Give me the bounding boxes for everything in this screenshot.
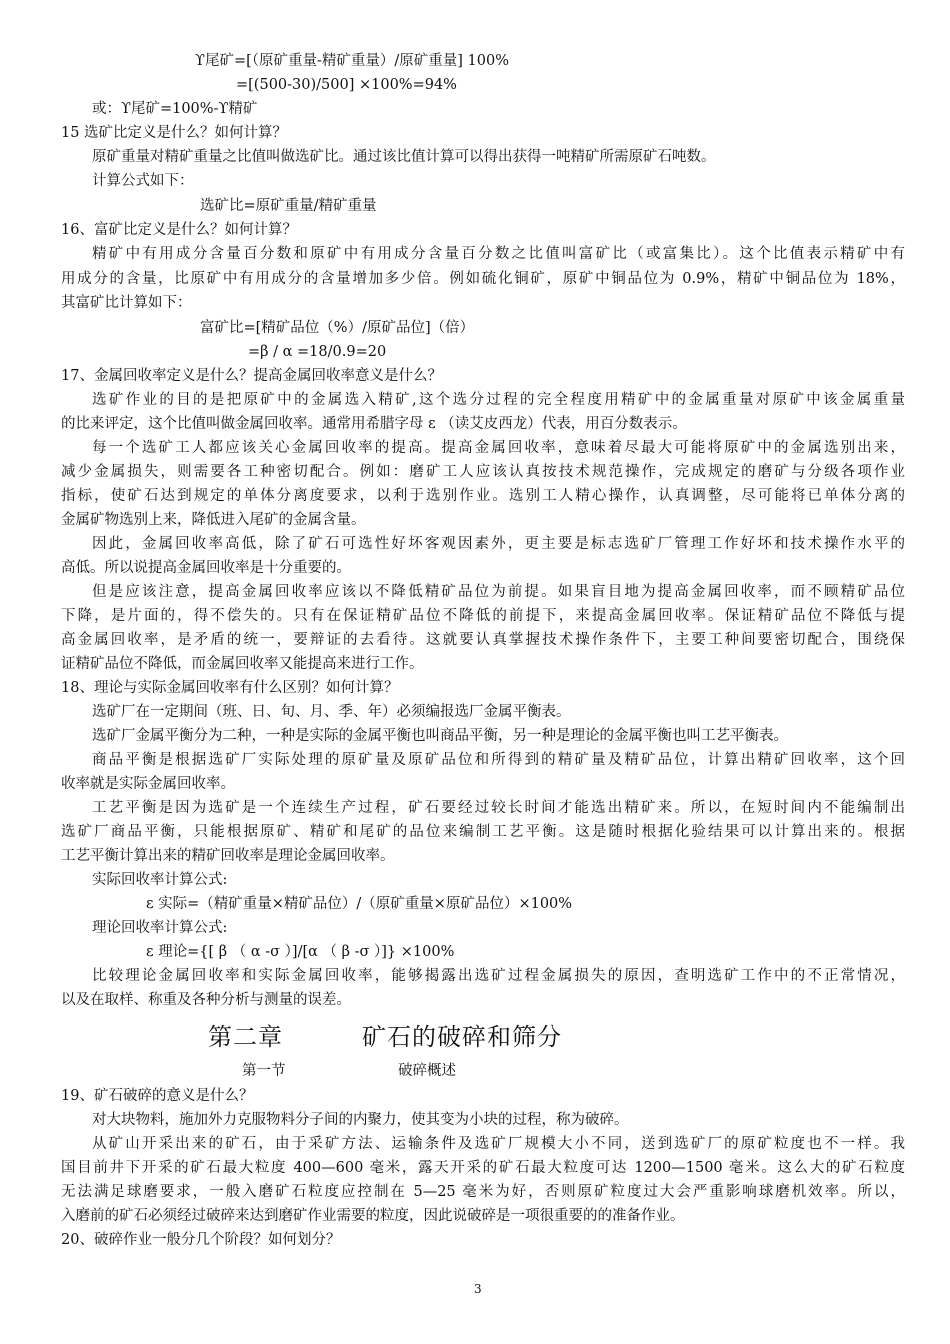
formula-theoretical-recovery: ε 理论={[ β （ α -σ ）]/[α （ β -σ ）]} ×100% bbox=[146, 944, 455, 960]
paragraph-line: 的比来评定，这个比值叫做金属回收率。通常用希腊字母 ε （读艾皮西龙）代表，用百分数表示。 bbox=[61, 416, 687, 432]
paragraph-line: 工艺平衡计算出来的精矿回收率是理论金属回收率。 bbox=[61, 848, 395, 864]
paragraph-line: 选矿作业的目的是把原矿中的金属选入精矿,这个选分过程的完全程度用精矿中的金属重量对原矿中该金属重量 bbox=[92, 392, 905, 408]
paragraph-line: 证精矿品位不降低，而金属回收率又能提高来进行工作。 bbox=[61, 656, 424, 672]
paragraph-line: 以及在取样、称重及各种分析与测量的误差。 bbox=[61, 992, 351, 1008]
paragraph-line: 理论回收率计算公式: bbox=[92, 920, 228, 936]
paragraph-line: 原矿重量对精矿重量之比值叫做选矿比。通过该比值计算可以得出获得一吨精矿所需原矿石吨数。 bbox=[92, 149, 716, 165]
question-17: 17、金属回收率定义是什么？提高金属回收率意义是什么？ bbox=[61, 368, 442, 384]
formula-tailings-yield-alt: 或：ϒ尾矿=100%-ϒ精矿 bbox=[92, 101, 258, 117]
formula-tailings-yield: ϒ尾矿=[（原矿重量-精矿重量）/原矿重量] 100% bbox=[195, 53, 510, 69]
formula-enrichment-ratio-calc: =β / α =18/0.9=20 bbox=[248, 344, 387, 360]
question-15: 15 选矿比定义是什么？如何计算？ bbox=[61, 125, 288, 141]
paragraph-line: 对大块物料，施加外力克服物料分子间的内聚力，使其变为小块的过程，称为破碎。 bbox=[92, 1112, 629, 1128]
paragraph-line: 指标，使矿石达到规定的单体分离度要求，以利于选别作业。选别工人精心操作，认真调整，尽可能将已单体分离的 bbox=[61, 488, 905, 504]
paragraph-line: 工艺平衡是因为选矿是一个连续生产过程，矿石要经过较长时间才能选出精矿来。所以，在短时间内不能编制出 bbox=[92, 800, 905, 816]
paragraph-line: 因此，金属回收率高低，除了矿石可选性好坏客观因素外，更主要是标志选矿厂管理工作好坏和技术操作水平的 bbox=[92, 536, 905, 552]
section-number: 第一节 bbox=[242, 1063, 286, 1079]
formula-concentration-ratio: 选矿比=原矿重量/精矿重量 bbox=[200, 198, 377, 214]
paragraph-line: 国目前井下开采的矿石最大粒度 400—600 毫米，露天开采的矿石最大粒度可达 1200—1500 毫米。这么大的矿石粒度 bbox=[61, 1160, 905, 1176]
paragraph-line: 金属矿物选别上来，降低进入尾矿的金属含量。 bbox=[61, 512, 366, 528]
paragraph-line: 但是应该注意，提高金属回收率应该以不降低精矿品位为前提。如果盲目地为提高金属回收率，而不顾精矿品位 bbox=[92, 584, 905, 600]
paragraph-line: 高金属回收率，是矛盾的统一，要辩证的去看待。这就要认真掌握技术操作条件下，主要工种间要密切配合，围绕保 bbox=[61, 632, 905, 648]
paragraph-line: 选矿厂商品平衡，只能根据原矿、精矿和尾矿的品位来编制工艺平衡。这是随时根据化验结果可以计算出来的。根据 bbox=[61, 824, 905, 840]
paragraph-line: 比较理论金属回收率和实际金属回收率，能够揭露出选矿过程金属损失的原因，查明选矿工作中的不正常情况， bbox=[92, 968, 905, 984]
paragraph-line: 商品平衡是根据选矿厂实际处理的原矿量及原矿品位和所得到的精矿量及精矿品位，计算出精矿回收率，这个回 bbox=[92, 752, 905, 768]
paragraph-line: 收率就是实际金属回收率。 bbox=[61, 776, 235, 792]
question-18: 18、理论与实际金属回收率有什么区别？如何计算？ bbox=[61, 680, 399, 696]
paragraph-line: 精矿中有用成分含量百分数和原矿中有用成分含量百分数之比值叫富矿比（或富集比）。这个比值表示精矿中有 bbox=[92, 246, 905, 262]
paragraph-line: 每一个选矿工人都应该关心金属回收率的提高。提高金属回收率，意味着尽最大可能将原矿中的金属选别出来， bbox=[92, 440, 905, 456]
question-19: 19、矿石破碎的意义是什么？ bbox=[61, 1088, 254, 1104]
formula-tailings-yield-calc: =[(500-30)/500] ×100%=94% bbox=[236, 77, 457, 93]
paragraph-line: 用成分的含量，比原矿中有用成分的含量增加多少倍。例如硫化铜矿，原矿中铜品位为 0.9%，精矿中铜品位为 18%， bbox=[61, 271, 905, 287]
paragraph-line: 选矿厂在一定期间（班、日、旬、月、季、年）必须编报选厂金属平衡表。 bbox=[92, 704, 571, 720]
question-16: 16、富矿比定义是什么？如何计算？ bbox=[61, 222, 297, 238]
section-title: 破碎概述 bbox=[398, 1063, 456, 1079]
paragraph-line: 减少金属损失，则需要各工种密切配合。例如：磨矿工人应该认真按技术规范操作，完成规定的磨矿与分级各项作业 bbox=[61, 464, 905, 480]
formula-enrichment-ratio: 富矿比=[精矿品位（%）/原矿品位]（倍） bbox=[200, 320, 475, 336]
paragraph-line: 入磨前的矿石必须经过破碎来达到磨矿作业需要的粒度，因此说破碎是一项很重要的的准备作业。 bbox=[61, 1208, 685, 1224]
paragraph-line: 其富矿比计算如下： bbox=[61, 295, 192, 311]
chapter-title: 矿石的破碎和筛分 bbox=[362, 1023, 562, 1051]
paragraph-line: 计算公式如下： bbox=[92, 173, 194, 189]
question-20: 20、破碎作业一般分几个阶段？如何划分？ bbox=[61, 1232, 341, 1248]
paragraph-line: 无法满足球磨要求，一般入磨矿石粒度应控制在 5—25 毫米为好，否则原矿粒度过大会严重影响球磨机效率。所以， bbox=[61, 1184, 905, 1200]
paragraph-line: 实际回收率计算公式: bbox=[92, 872, 228, 888]
paragraph-line: 高低。所以说提高金属回收率是十分重要的。 bbox=[61, 560, 351, 576]
paragraph-line: 选矿厂金属平衡分为二种，一种是实际的金属平衡也叫商品平衡，另一种是理论的金属平衡也叫工艺平衡表。 bbox=[92, 728, 788, 744]
page-number: 3 bbox=[474, 1282, 482, 1296]
paragraph-line: 从矿山开采出来的矿石，由于采矿方法、运输条件及选矿厂规模大小不同，送到选矿厂的原矿粒度也不一样。我 bbox=[92, 1136, 905, 1152]
chapter-number: 第二章 bbox=[208, 1023, 283, 1051]
formula-actual-recovery: ε 实际=（精矿重量×精矿品位）/（原矿重量×原矿品位）×100% bbox=[146, 896, 573, 912]
paragraph-line: 下降，是片面的，得不偿失的。只有在保证精矿品位不降低的前提下，来提高金属回收率。保证精矿品位不降低与提 bbox=[61, 608, 905, 624]
